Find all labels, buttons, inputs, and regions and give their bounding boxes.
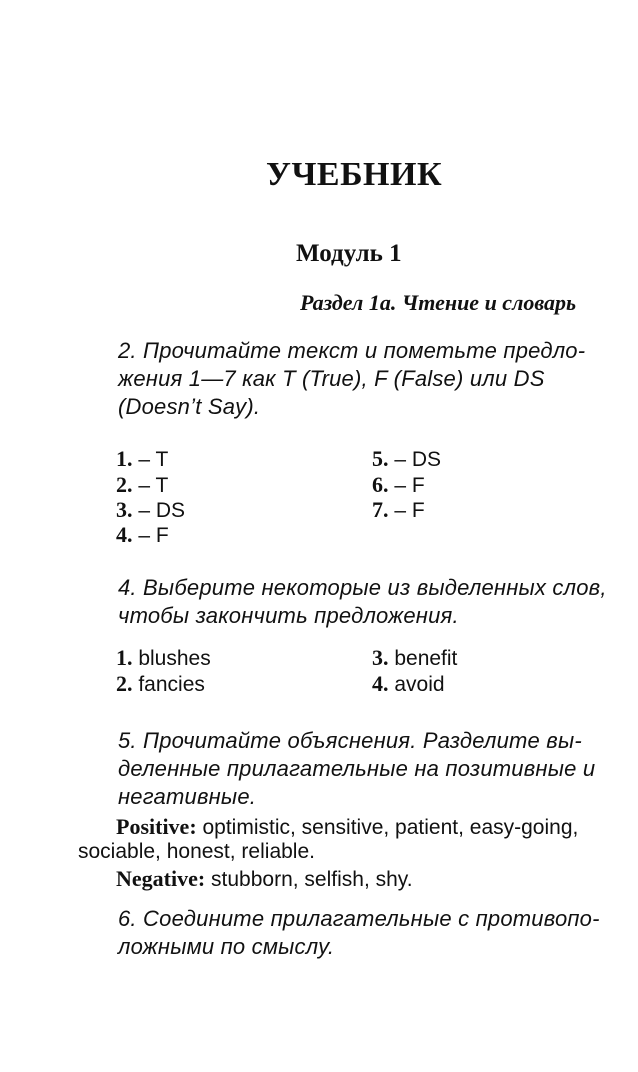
task2-answer-7: 7. – F [372,497,425,522]
task2-instruction-line-2: жения 1—7 как T (True), F (False) или DS [118,366,545,391]
task2-answer-4: 4. – F [116,522,169,547]
task5-instruction-line-1: 5. Прочитайте объяснения. Разделите вы- [118,728,582,753]
task2-instruction-line-1: 2. Прочитайте текст и пометьте предло- [118,338,586,363]
task5-instruction-line-2: деленные прилагательные на позитивные и [118,756,596,781]
task2-answer-5: 5. – DS [372,446,442,471]
negative-label: Negative: [116,866,206,891]
task2-answer-3: 3. – DS [116,497,186,522]
section-heading: Раздел 1a. Чтение и словарь [300,290,577,315]
task2-answer-6: 6. – F [372,472,425,497]
module-heading: Модуль 1 [296,240,402,267]
task2-answer-2: 2. – T [116,472,169,497]
task4-word-1: 1. blushes [116,645,211,670]
task6-instruction-line-1: 6. Соедините прилагательные с противопо- [118,906,600,931]
task4-word-2: 2. fancies [116,671,205,696]
task4-instruction-line-1: 4. Выберите некоторые из выделенных слов, [118,575,607,600]
positive-adjectives-line-1: Positive: optimistic, sensitive, patient, easy-going, [116,814,579,839]
task4-instruction-line-2: чтобы закончить предложения. [118,603,459,628]
positive-adjectives-line-2: sociable, honest, reliable. [78,840,315,863]
task4-word-3: 3. benefit [372,645,458,670]
page-title: УЧЕБНИК [266,156,443,193]
task6-instruction-line-2: ложными по смыслу. [118,934,335,959]
task5-instruction-line-3: негативные. [118,784,257,809]
task4-word-4: 4. avoid [372,671,445,696]
task2-answer-1: 1. – T [116,446,169,471]
negative-adjectives: Negative: stubborn, selfish, shy. [116,866,413,891]
task2-instruction-line-3: (Doesn’t Say). [118,394,261,419]
positive-label: Positive: [116,814,197,839]
